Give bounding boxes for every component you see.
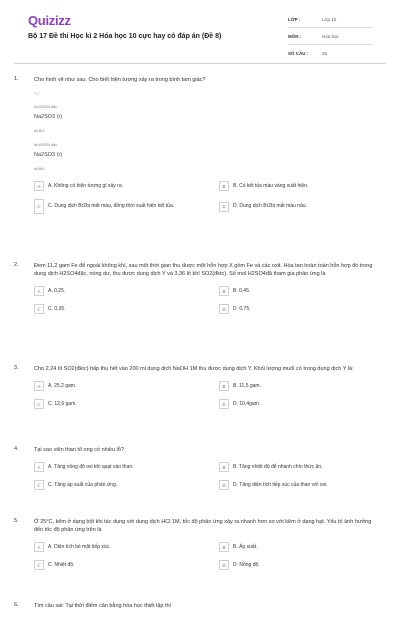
option-text: C. 12,6 gam. (48, 400, 77, 407)
option-text: B. Áp suất. (233, 543, 258, 550)
question-number: 5. (14, 518, 19, 524)
option-letter-box: A (34, 542, 44, 552)
meta-class-row (288, 11, 372, 28)
question-3 (14, 365, 386, 440)
meta-count-value: 25 (322, 51, 328, 56)
option-letter-box: D (219, 480, 229, 490)
option-grid (34, 542, 386, 570)
worksheet-header (14, 0, 386, 64)
option-c[interactable] (34, 199, 201, 214)
option-letter-box: B (219, 542, 229, 552)
question-5 (14, 518, 386, 596)
option-d[interactable] (219, 480, 386, 490)
option-text: A. 25,2 gam. (48, 382, 77, 389)
option-grid (34, 181, 386, 214)
option-b[interactable] (219, 381, 386, 391)
option-d[interactable] (219, 399, 386, 409)
option-text: B. Tăng nhiệt độ để nhanh chín thức ăn. (233, 463, 323, 470)
option-letter-box: A (34, 181, 44, 191)
option-a[interactable] (34, 381, 201, 391)
option-c[interactable] (34, 560, 201, 570)
question-number: 2. (14, 262, 19, 268)
meta-subject-label: MÔN : (288, 33, 302, 39)
figure-label: dd Br2 (34, 129, 45, 133)
option-b[interactable] (219, 286, 386, 296)
meta-subject-value: Hóa học (322, 33, 339, 39)
option-d[interactable] (219, 199, 386, 214)
question-text: Tìm câu sai: Tại thời điểm cân bằng hóa học thiết lập thì (34, 603, 172, 609)
option-grid (34, 286, 386, 314)
quizizz-logo: Quizizz (28, 13, 71, 28)
option-letter-box: A (34, 381, 44, 391)
option-letter-box: D (219, 560, 229, 570)
question-text: Cho 2,24 lít SO2(đktc) hấp thụ hết vào 200 ml dung dịch NaOH 1M thu được dung dịch Y. Khối lượng muối có trong dung dịch Y là: (34, 366, 354, 372)
worksheet-title: Bộ 17 Đề thi Học kì 2 Hóa học 10 cực hay có đáp án (Đề 8) (28, 33, 222, 40)
option-c[interactable] (34, 304, 201, 314)
option-a[interactable] (34, 462, 201, 472)
option-text: D. Nồng độ. (233, 561, 260, 568)
option-text: D. Dung dịch Br2bị mất màu nâu. (233, 203, 307, 210)
option-letter-box: B (219, 462, 229, 472)
option-text: C. 0,35. (48, 305, 66, 312)
figure-chemical: Na2SO3 (r) (34, 114, 63, 120)
question-figure (34, 90, 386, 173)
option-letter-box: B (219, 381, 229, 391)
option-text: B. Có kết tủa màu vàng xuất hiện. (233, 182, 309, 189)
option-text: D. 0,75. (233, 305, 251, 312)
option-text: D. Tăng diện tích tiếp xúc của than với oxi. (233, 481, 328, 488)
question-number: 6. (14, 602, 19, 608)
option-letter-box: D (219, 304, 229, 314)
option-text: A. Không có hiện tượng gì xảy ra. (48, 182, 124, 189)
meta-count-row (288, 45, 372, 62)
question-number: 1. (14, 76, 19, 82)
figure-label: dd H2SO4 đặc (34, 143, 57, 147)
option-a[interactable] (34, 181, 201, 191)
question-text: Ở 25°C, kẽm ở dạng bột khi tác dụng với dung dịch HCl 1M, tốc độ phản ứng xảy ra nhanh hơn so với kẽm ở dạng hạt. Yếu tố ảnh hưởng đến tốc độ phản ứng trên là (34, 519, 372, 533)
option-letter-box: B (219, 286, 229, 296)
figure-image-placeholder: "‘/–” (34, 92, 41, 96)
option-b[interactable] (219, 542, 386, 552)
meta-class-value: Lớp 10 (322, 16, 337, 22)
question-text: Tại sao viên than tổ ong có nhiều lỗ? (34, 447, 124, 453)
question-1 (14, 76, 386, 256)
option-text: A. 0,25. (48, 287, 66, 294)
option-b[interactable] (219, 181, 386, 191)
question-2 (14, 262, 386, 359)
meta-class-label: LỚP : (288, 16, 301, 22)
question-4 (14, 446, 386, 512)
option-c[interactable] (34, 480, 201, 490)
option-text: A. Tăng nồng độ oxi khi quạt vào than. (48, 463, 134, 470)
option-grid (34, 381, 386, 409)
option-text: C. Nhiệt độ. (48, 561, 75, 568)
option-letter-box: C (34, 304, 44, 314)
option-c[interactable] (34, 399, 201, 409)
figure-label: dd H2SO4 đặc (34, 105, 57, 109)
worksheet-meta (288, 11, 372, 62)
question-text: Đem 11,2 gam Fe để ngoài không khí, sau một thời gian thu được một hỗn hợp X gồm Fe và các oxit. Hòa tan hoàn toàn hỗn hợp đó trong dung dịch H2SO4đặc, nóng dư, thu được dung dịch Y và 3,36 lít khí SO2(đktc). Số mol H2SO4đã tham gia phản ứng là (34, 263, 373, 277)
question-number: 4. (14, 446, 19, 452)
option-letter-box: D (219, 202, 229, 212)
option-letter-box: B (219, 181, 229, 191)
option-text: C. Dung dịch Br2bị mất màu, đồng thời xuất hiện kết tủa. (48, 203, 175, 210)
option-letter-box: C (34, 480, 44, 490)
option-letter-box: C (34, 399, 44, 409)
option-text: B. 0,45. (233, 287, 251, 294)
option-letter-box: C (34, 199, 44, 214)
option-letter-box: C (34, 560, 44, 570)
option-a[interactable] (34, 542, 201, 552)
option-text: A. Diện tích bề mặt tiếp xúc. (48, 543, 111, 550)
question-list (14, 76, 386, 622)
option-letter-box: D (219, 399, 229, 409)
figure-label: dd Br2 (34, 167, 45, 171)
question-6 (14, 602, 386, 622)
option-d[interactable] (219, 304, 386, 314)
option-grid (34, 462, 386, 490)
option-letter-box: A (34, 462, 44, 472)
option-a[interactable] (34, 286, 201, 296)
option-b[interactable] (219, 462, 386, 472)
option-text: D. 10,4gam. (233, 400, 261, 407)
option-d[interactable] (219, 560, 386, 570)
meta-count-label: SỐ CÂU : (288, 51, 309, 56)
figure-chemical: Na2SO3 (r) (34, 152, 63, 158)
option-text: B. 11,5 gam. (233, 382, 261, 389)
option-text: C. Tăng áp suất của phản ứng. (48, 481, 118, 488)
option-letter-box: A (34, 286, 44, 296)
question-number: 3. (14, 365, 19, 371)
question-text: Cho hình vẽ như sau. Cho biết hiện tượng xảy ra trong bình tam giác? (34, 77, 206, 83)
meta-subject-row (288, 28, 372, 45)
